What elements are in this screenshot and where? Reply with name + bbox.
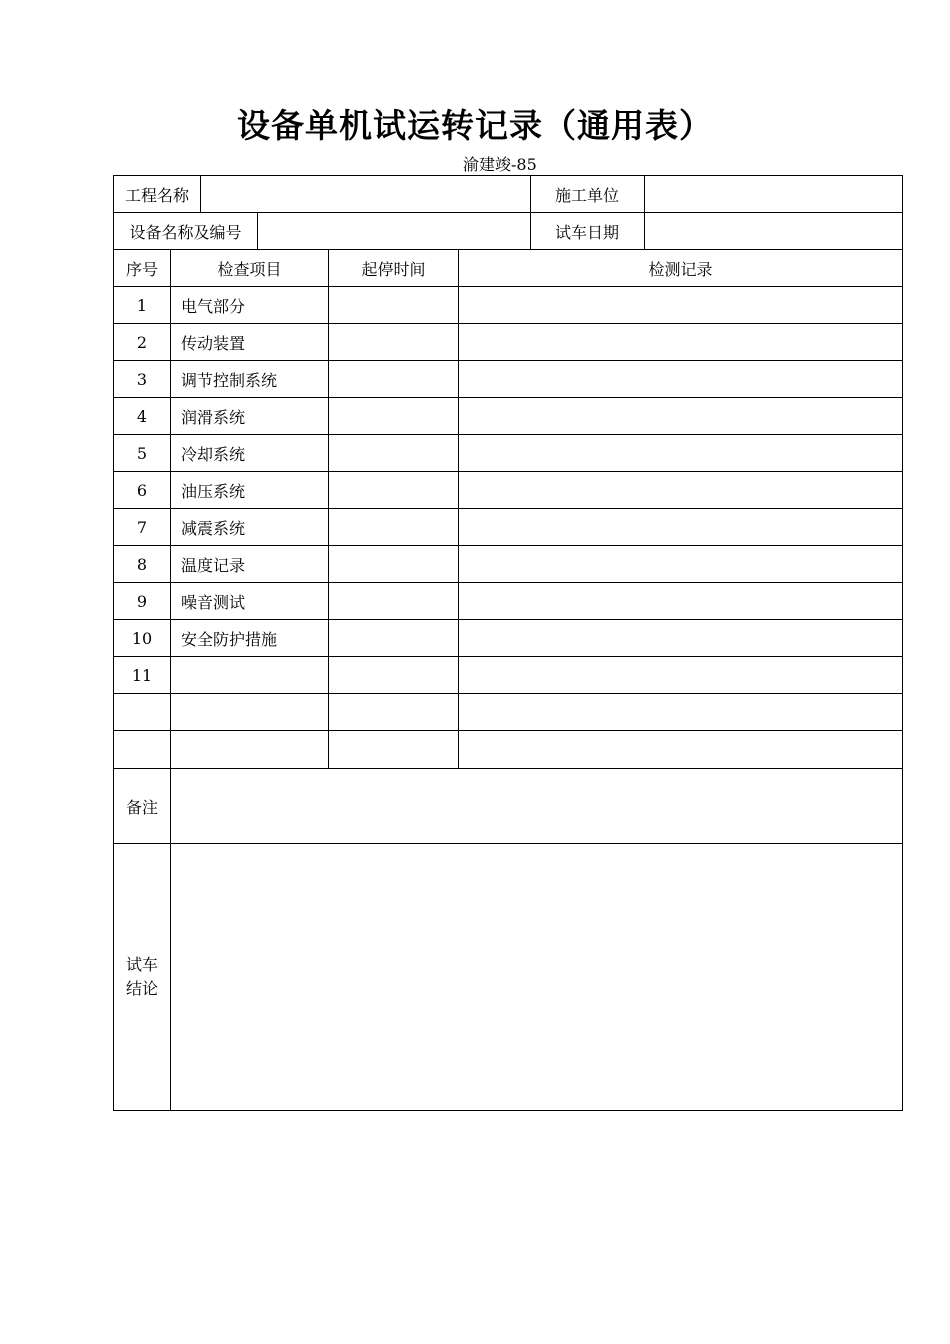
row-item: 减震系统 [181, 518, 246, 538]
contractor-label: 施工单位 [554, 185, 619, 205]
row-seq: 7 [136, 517, 148, 537]
project-name-label: 工程名称 [124, 185, 189, 205]
row-seq: 5 [136, 443, 148, 463]
row-seq: 6 [136, 480, 148, 500]
row-seq: 3 [136, 369, 148, 389]
column-header-item: 检查项目 [217, 259, 282, 279]
record-form [113, 175, 903, 1111]
column-header-record: 检测记录 [648, 259, 713, 279]
row-seq: 8 [136, 554, 148, 574]
row-seq: 2 [136, 332, 148, 352]
row-item: 电气部分 [181, 296, 246, 316]
row-item: 冷却系统 [181, 444, 246, 464]
row-seq [114, 731, 170, 768]
row-seq: 10 [131, 628, 153, 648]
row-item: 油压系统 [181, 481, 246, 501]
conclusion-label-cell [114, 844, 170, 1110]
test-date-field[interactable] [645, 213, 902, 249]
conclusion-label: 试车结论 [125, 955, 158, 998]
row-seq: 4 [136, 406, 148, 426]
equipment-field[interactable] [258, 213, 530, 249]
row-seq: 11 [131, 665, 153, 685]
row-item [171, 731, 328, 768]
row-item: 调节控制系统 [181, 370, 278, 390]
page-title: 设备单机试运转记录（通用表） [237, 106, 713, 145]
row-seq [114, 694, 170, 730]
row-item: 润滑系统 [181, 407, 246, 427]
row-item: 噪音测试 [181, 592, 246, 612]
row-seq: 1 [136, 295, 148, 315]
row-item [171, 694, 328, 730]
row-item: 传动装置 [181, 333, 246, 353]
remarks-label: 备注 [125, 797, 158, 817]
contractor-field[interactable] [645, 176, 902, 212]
equipment-label: 设备名称及编号 [129, 222, 242, 242]
row-seq: 9 [136, 591, 148, 611]
row-item [171, 657, 328, 693]
form-code: 渝建竣-85 [463, 155, 537, 174]
remarks-field[interactable] [171, 769, 902, 843]
column-header-seq: 序号 [125, 259, 158, 279]
test-date-label: 试车日期 [554, 222, 619, 242]
row-item: 安全防护措施 [181, 629, 278, 649]
row-item: 温度记录 [181, 555, 246, 575]
project-name-field[interactable] [201, 176, 530, 212]
column-header-time: 起停时间 [361, 259, 426, 279]
conclusion-field[interactable] [171, 844, 902, 1110]
